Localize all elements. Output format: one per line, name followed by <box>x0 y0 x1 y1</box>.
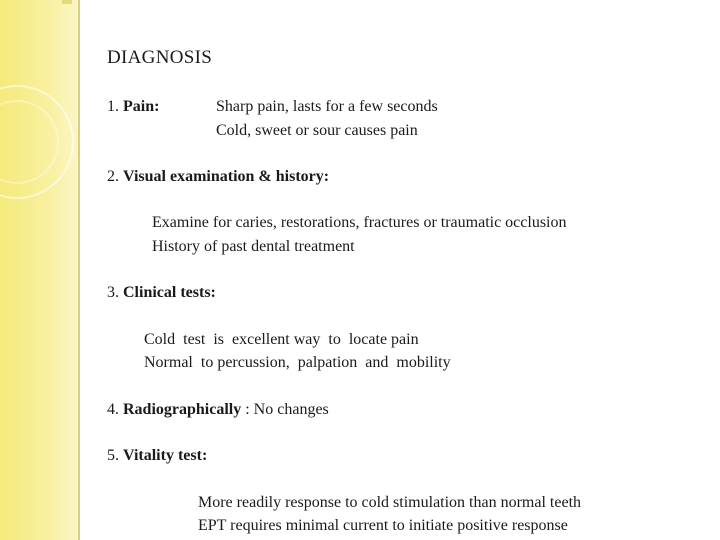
section-5-line-2: EPT requires minimal current to initiate positive response <box>198 517 568 534</box>
section-4-title: Radiographically <box>123 401 242 418</box>
section-4-number: 4. <box>107 401 119 418</box>
section-1-line-1: Sharp pain, lasts for a few seconds <box>216 98 438 115</box>
section-2-line-2: History of past dental treatment <box>152 238 355 255</box>
section-1-heading <box>107 97 159 117</box>
slide-title: DIAGNOSIS <box>107 47 213 68</box>
section-3-line-2: Normal to percussion, palpation and mobility <box>144 354 451 371</box>
section-5-title: Vitality test: <box>123 447 208 464</box>
section-3-line-1: Cold test is excellent way to locate pain <box>144 331 419 348</box>
section-2-line-1: Examine for caries, restorations, fractures or traumatic occlusion <box>152 214 567 231</box>
section-3-number: 3. <box>107 284 119 301</box>
section-5-heading <box>107 446 207 466</box>
section-2-heading <box>107 167 329 187</box>
section-2-title: Visual examination & history: <box>123 168 330 185</box>
section-1-number: 1. <box>107 98 119 115</box>
section-1-title: Pain: <box>123 98 160 115</box>
section-2-number: 2. <box>107 168 119 185</box>
section-4-inline-text: : No changes <box>241 401 329 418</box>
section-4-heading <box>107 400 329 420</box>
section-5-number: 5. <box>107 447 119 464</box>
section-3-heading <box>107 283 216 303</box>
section-1-line-2: Cold, sweet or sour causes pain <box>216 122 418 139</box>
section-5-line-1: More readily response to cold stimulation than normal teeth <box>198 494 582 511</box>
section-3-title: Clinical tests: <box>123 284 216 301</box>
